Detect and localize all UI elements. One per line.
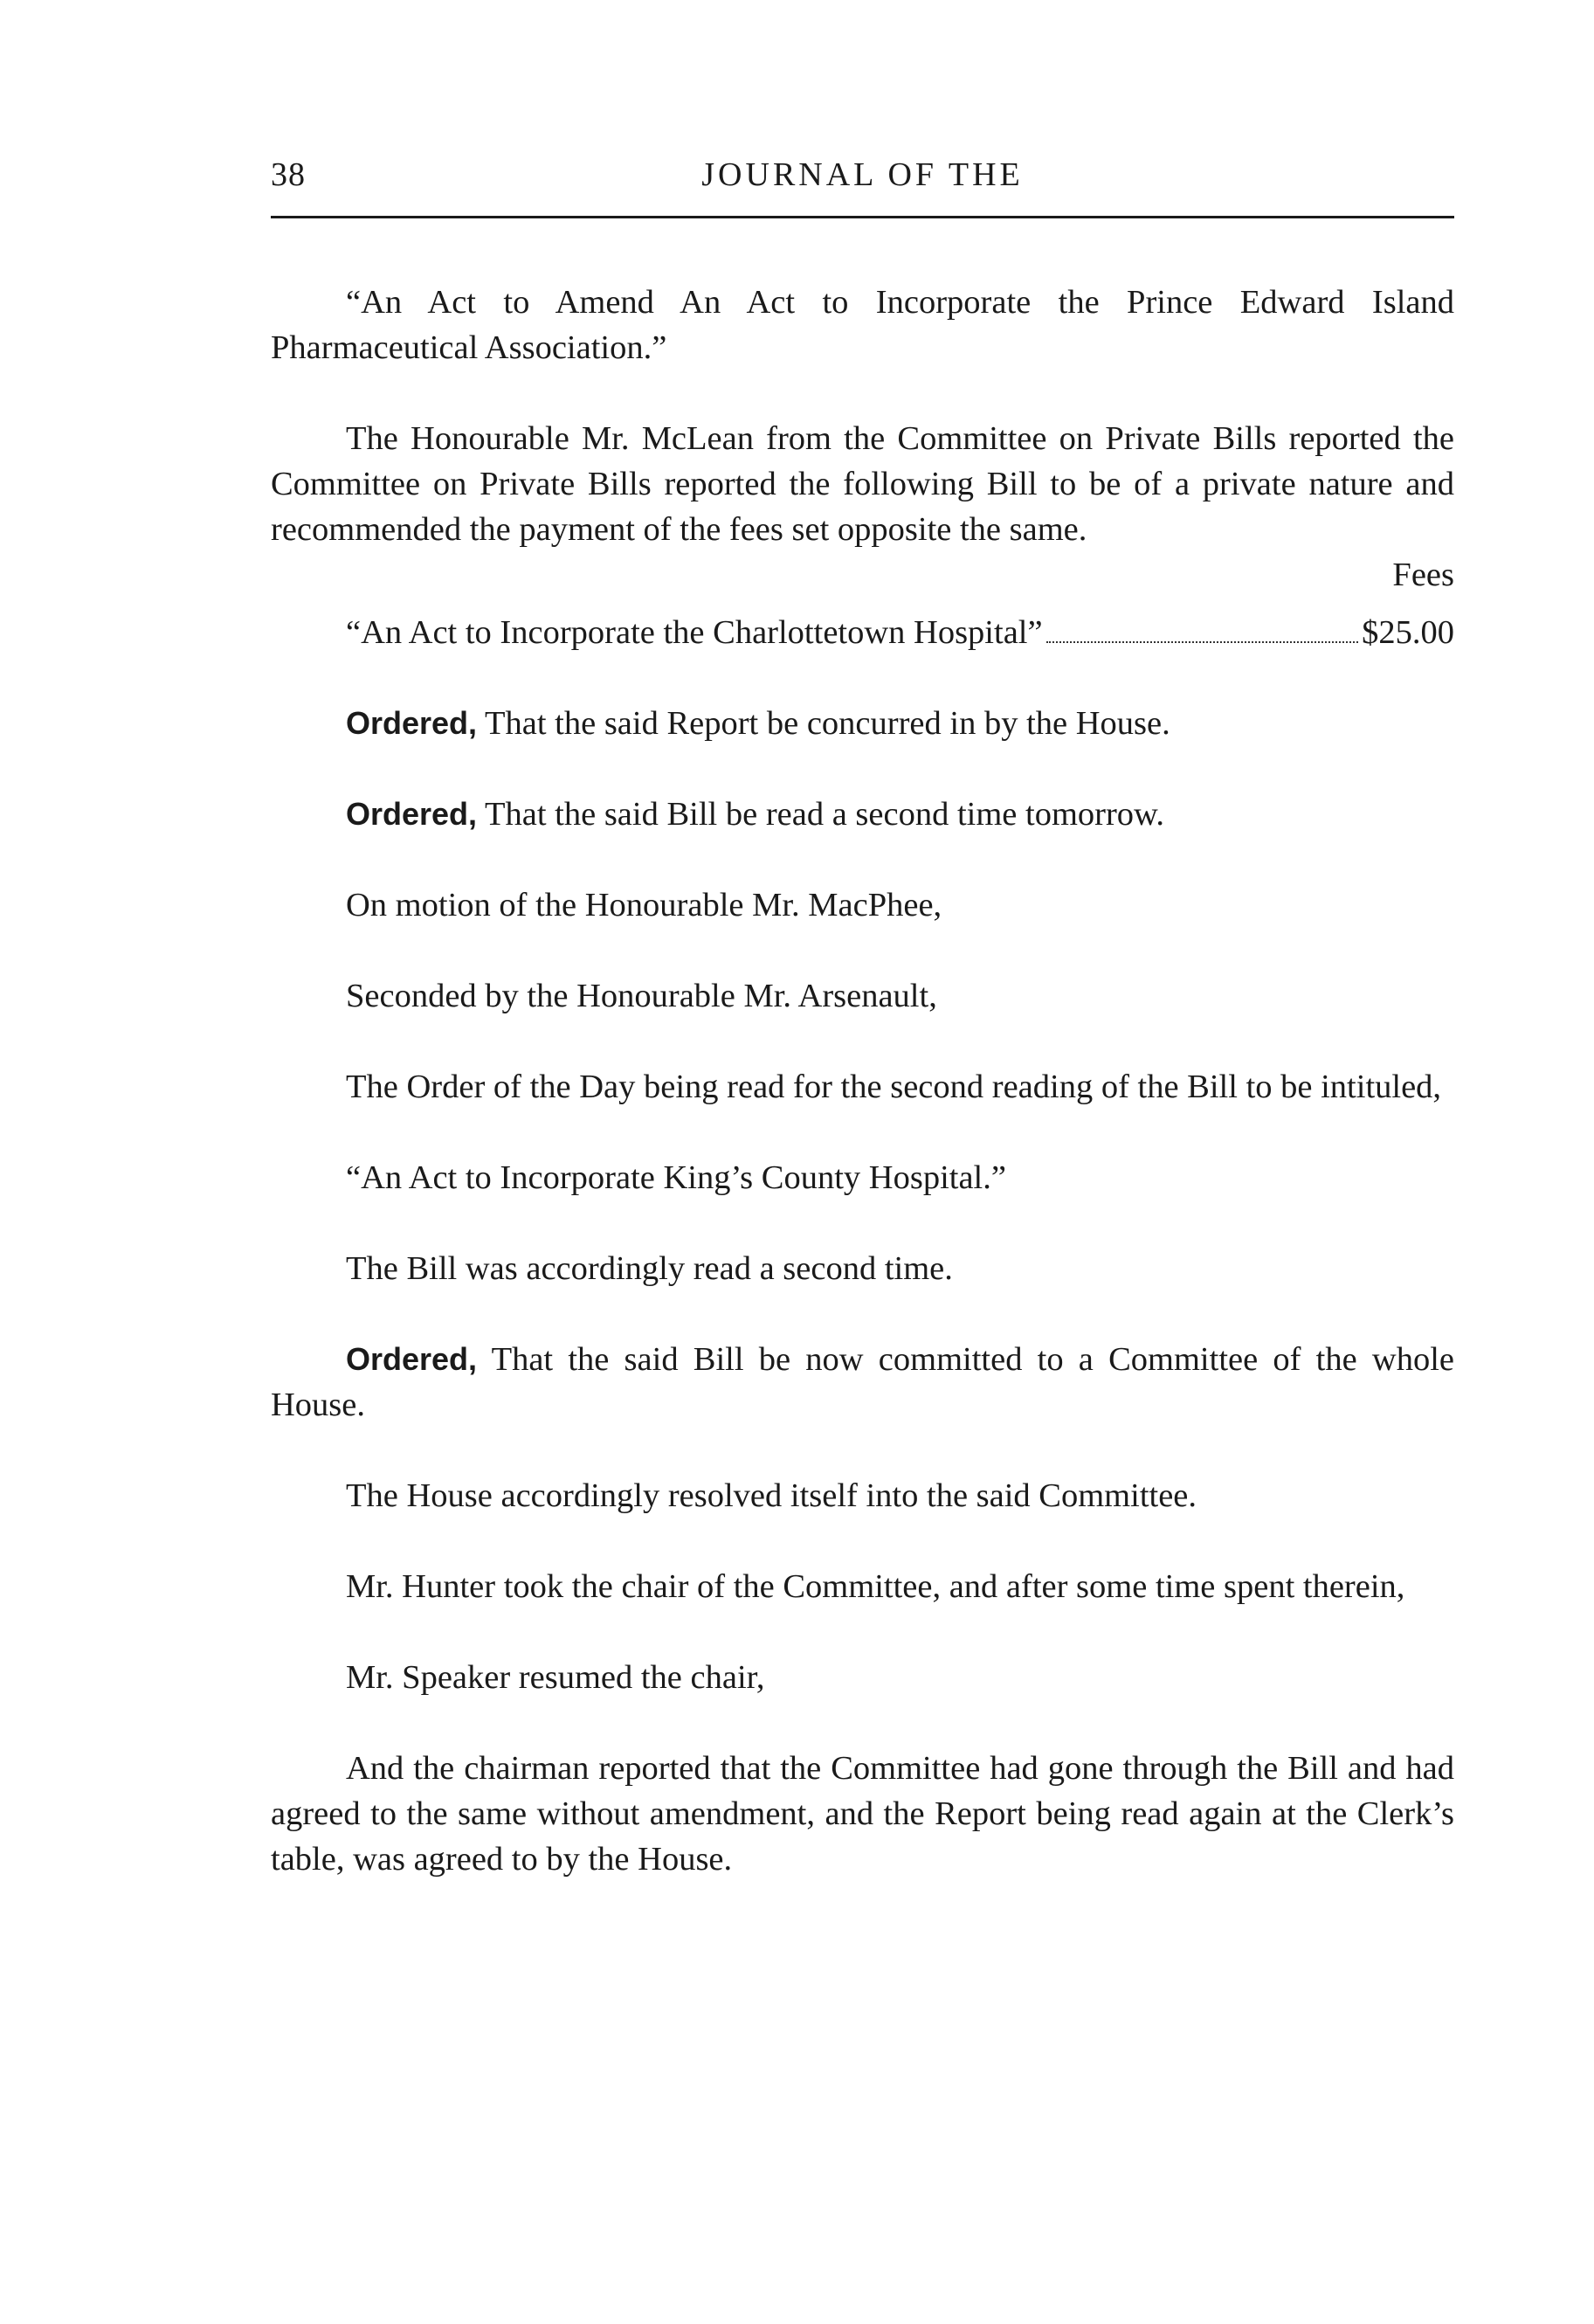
fee-amount: $25.00 (1362, 614, 1454, 651)
order-text: That the said Bill be now committed to a Committee of the whole House. (271, 1341, 1454, 1423)
order-paragraph-second-reading (271, 792, 1454, 837)
bill-title-kings-county: “An Act to Incorporate King’s County Hospital.” (346, 1159, 1006, 1196)
running-head (271, 156, 1454, 208)
committee-report-paragraph: The Honourable Mr. McLean from the Committee on Private Bills reported the Committee on Private Bills reported the following Bill to be of a private nature and recommended the payment of the fees set opposite the same. (271, 420, 1454, 548)
dot-leader (1046, 641, 1359, 643)
order-text: That the said Bill be read a second time tomorrow. (484, 796, 1164, 833)
fee-bill-title: “An Act to Incorporate the Charlottetown Hospital” (346, 614, 1043, 651)
ordered-label: Ordered, (346, 1341, 478, 1377)
fee-line-item (271, 610, 1454, 655)
order-text: That the said Report be concurred in by the House. (484, 705, 1170, 742)
ordered-label: Ordered, (346, 796, 478, 832)
second-time-paragraph: The Bill was accordingly read a second time. (346, 1250, 953, 1287)
seconded-paragraph: Seconded by the Honourable Mr. Arsenault, (346, 978, 937, 1014)
motion-paragraph: On motion of the Honourable Mr. MacPhee, (346, 887, 942, 923)
journal-body (271, 280, 1454, 1927)
chairman-report-paragraph: And the chairman reported that the Committee had gone through the Bill and had agreed to the same without amendment, and the Report being read again at the Clerk’s table, was agreed to by the House. (271, 1750, 1454, 1878)
order-of-day-paragraph: The Order of the Day being read for the second reading of the Bill to be intituled, (346, 1069, 1442, 1105)
committee-resolved-paragraph: The House accordingly resolved itself into the said Committee. (346, 1477, 1197, 1514)
bill-title-pharmaceutical: “An Act to Amend An Act to Incorporate the Prince Edward Island Pharmaceutical Association.” (271, 284, 1454, 366)
ordered-label: Ordered, (346, 705, 478, 741)
page-number: 38 (271, 156, 306, 193)
speaker-resumed-paragraph: Mr. Speaker resumed the chair, (346, 1659, 765, 1696)
chair-taken-paragraph: Mr. Hunter took the chair of the Committee, and after some time spent therein, (346, 1568, 1405, 1605)
running-head-title: JOURNAL OF THE (701, 156, 1024, 193)
fees-column-label: Fees (1392, 557, 1454, 593)
order-paragraph-concurred (271, 701, 1454, 746)
order-paragraph-committed (271, 1337, 1454, 1428)
header-rule (271, 216, 1454, 218)
